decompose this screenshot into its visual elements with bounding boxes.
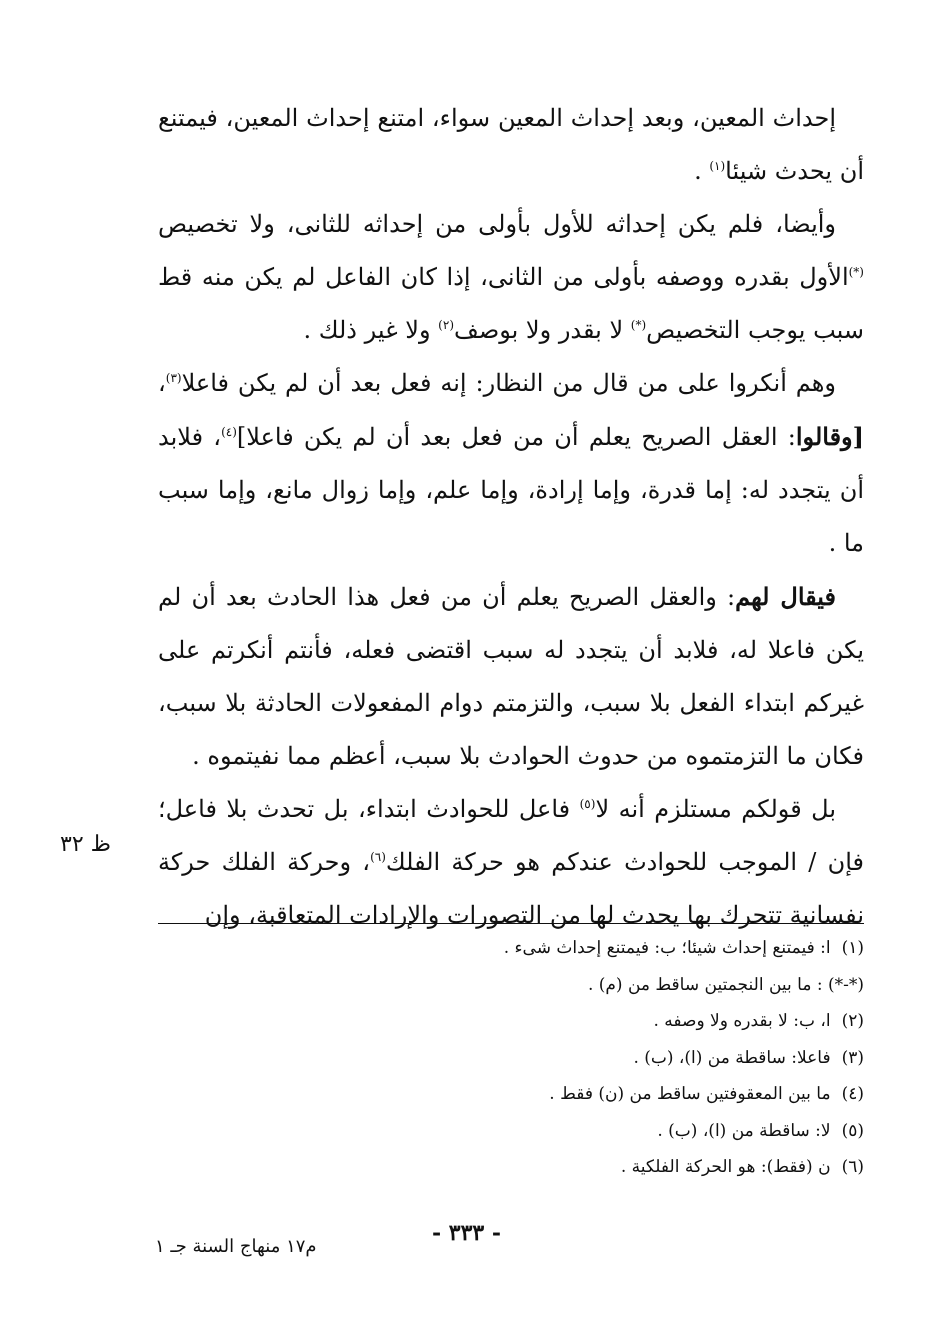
footnote-text: ا: فيمتنع إحداث شيئا؛ ب: فيمتنع إحداث شىء . [503,938,831,958]
footnote-number: (٣) [841,1047,864,1068]
footnote-marker: (١) [709,159,726,173]
text-run: الأول بقدره ووصفه بأولى من الثانى، إذا كان الفاعل لم يكن منه قط سبب يوجب التخصيص [158,263,864,344]
footnote [158,1113,864,1150]
footnote-marker: (٦) [370,850,386,864]
footnote-marker: (٥) [579,797,596,811]
footnote [158,1040,864,1077]
footnote-separator [158,923,864,924]
footnote [158,967,864,1004]
text-run: ، [158,369,166,397]
text-run: : العقل الصريح يعلم أن من فعل بعد أن لم يكن فاعلا] [236,423,796,451]
text-run: لا بقدر ولا بوصف [454,316,631,344]
footnote-number: (٦) [841,1157,864,1177]
manuscript-folio-note: ظ ٣٢ [60,832,111,857]
paragraph [158,198,864,357]
text-run: وهم أنكروا على من قال من النظار: إنه فعل بعد أن لم يكن فاعلا [181,369,836,397]
text-run: : والعقل الصريح يعلم أن من فعل هذا الحادث بعد أن لم يكن فاعلا له، فلابد أن يتجدد له سبب اقتضى فعله، فأنتم أنكرتم على غيركم ابتداء الفعل بلا سبب، والتزمتم دوام المفعولات الحادثة بلا سبب، فكان ما التزمتموه من حدوث الحوادث بلا سبب، أعظم مما نفيتموه . [158,583,864,770]
footnotes [158,930,864,1186]
footnote-text: : ما بين النجمتين ساقط من (م) . [587,974,823,995]
footnote-text: ا، ب: لا بقدره ولا وصفه . [653,1011,831,1031]
footnote-marker: (٣) [165,371,182,385]
text-run: إحداث المعين، وبعد إحداث المعين سواء، امتنع إحداث المعين، فيمتنع أن يحدث شيئا [158,104,864,185]
footnote [158,1149,864,1186]
footnote-text: ن (فقط): هو الحركة الفلكية . [620,1157,831,1177]
paragraph [158,570,864,783]
page-number: - ٣٣٣ - [431,1220,502,1246]
text-run: فاعل للحوادث ابتداء، بل تحدث بلا فاعل؛ فإن / الموجب للحوادث عندكم هو حركة الفلك [158,795,864,876]
text-run: ولا غير ذلك . [303,316,439,344]
text-run: بل قولكم مستلزم أنه لا [595,795,836,823]
footnote-text: لا: ساقطة من (ا)، (ب) . [657,1120,831,1141]
footnote [158,930,864,967]
footnote-marker: (٤) [221,425,237,439]
footnote-number: (٢) [841,1011,864,1031]
text-run: وأيضا، فلم يكن إحداثه للأول بأولى من إحداثه للثانى، ولا تخصيص [158,210,836,238]
paragraph [158,92,864,198]
bold-phrase: [وقالوا [795,422,864,451]
footnote-number: (٤) [841,1084,864,1104]
footnote [158,1003,864,1040]
main-text [158,92,864,942]
text-run: . [694,157,710,185]
footnote-marker: (*) [848,265,864,279]
footnote-marker: (٢) [438,318,454,332]
bold-phrase: فيقال لهم [735,582,836,611]
footnote-number: (١) [841,938,864,958]
paragraph [158,783,864,942]
printer-signature: م١٧ منهاج السنة جـ ١ [155,1236,317,1257]
footnote-marker: (*) [630,318,647,332]
text-run: ، فلابد أن يتجدد له: إما قدرة، وإما إرادة، وإما علم، وإما زوال مانع، وإما سبب ما . [158,423,864,557]
paragraph [158,357,864,570]
footnote [158,1076,864,1113]
footnote-number: (*-*) [827,974,864,995]
footnote-text: ما بين المعقوفتين ساقط من (ن) فقط . [549,1084,831,1104]
footnote-number: (٥) [841,1120,864,1141]
text-run: ، وحركة الفلك حركة نفسانية تتحرك بها يحدث لها من التصورات والإرادات المتعاقبة، وإن [158,848,864,929]
footnote-text: فاعلا: ساقطة من (ا)، (ب) . [633,1047,831,1068]
